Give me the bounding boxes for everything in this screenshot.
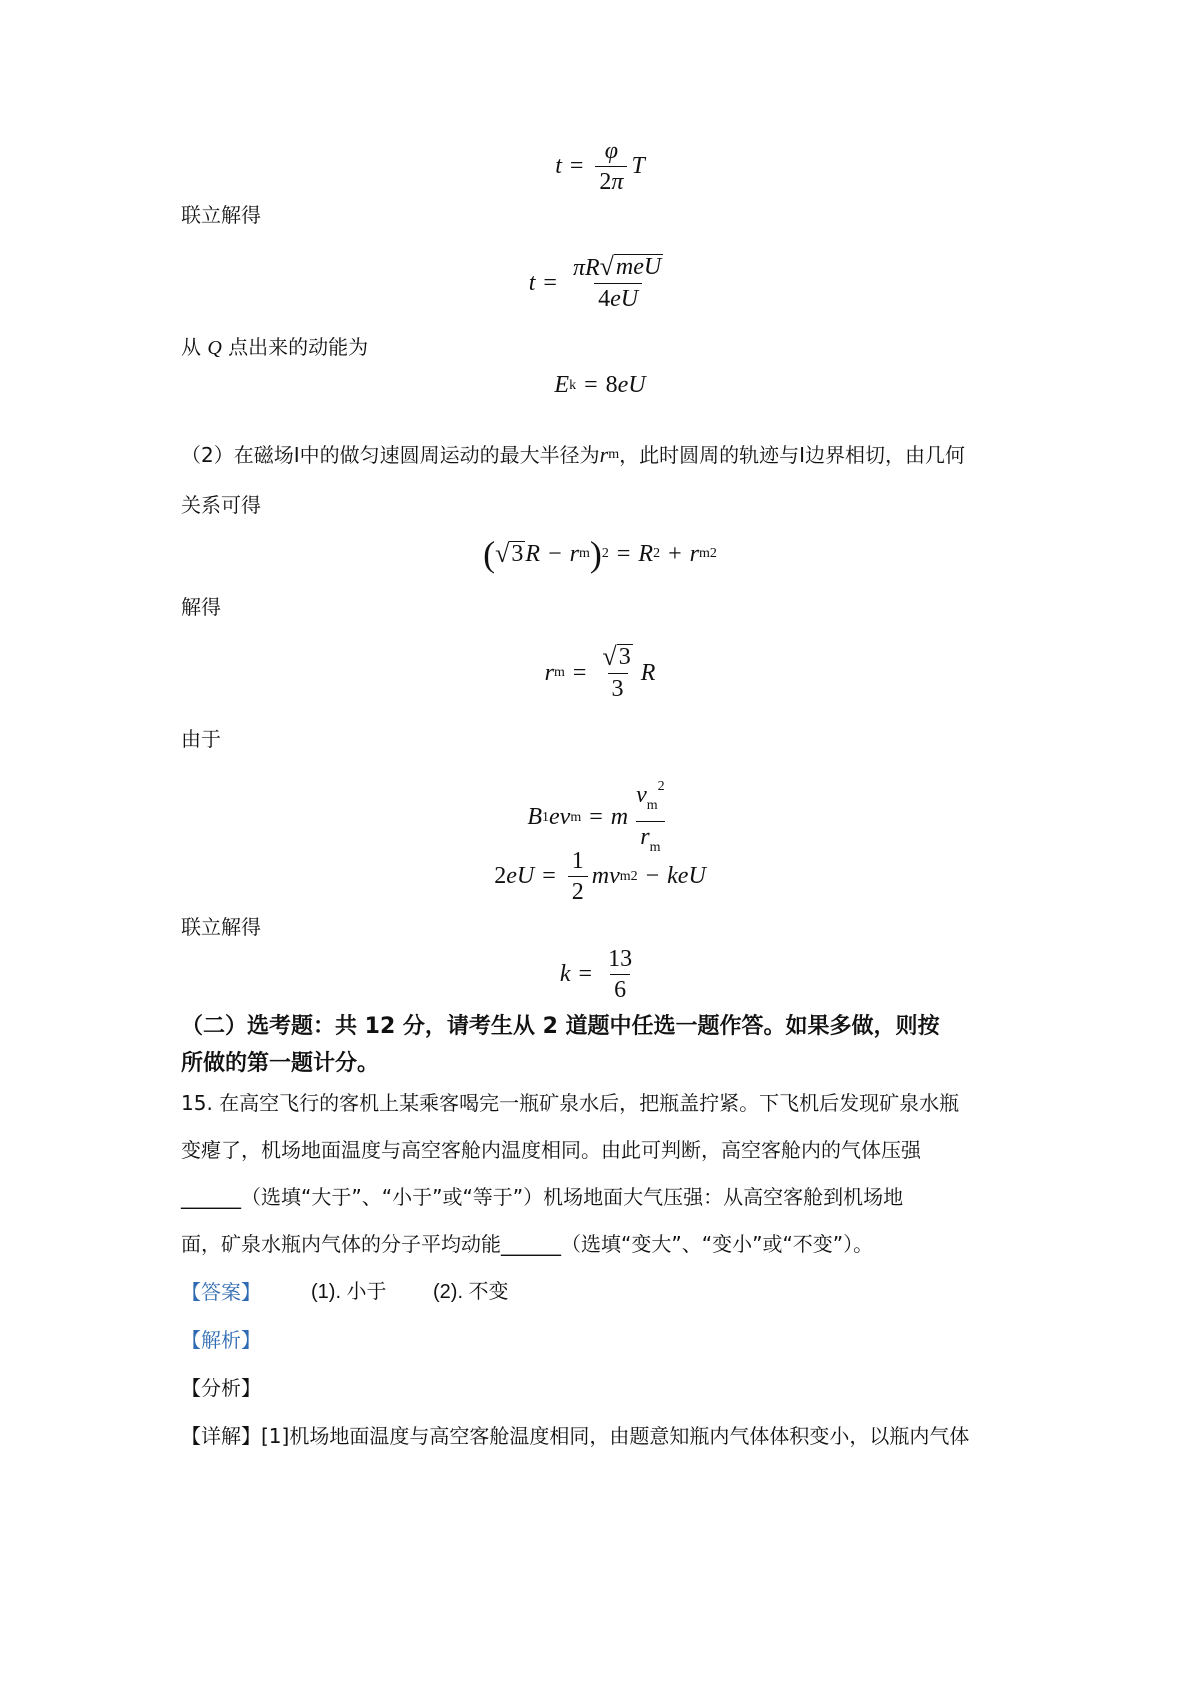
question-15-line3: ______（选填“大于”、“小于”或“等于”）机场地面大气压强：从高空客舱到机场地 — [181, 1185, 904, 1209]
text-q-kinetic-energy: 从 Q 点出来的动能为 — [181, 335, 369, 359]
equation-k-value: k = $\frac{13}{6}$ — [559, 946, 633, 1003]
answer-2: (2). 不变 — [433, 1281, 509, 1303]
equation-time-phase: t = $\frac{\varphi}{2\pi}$ T — [555, 138, 645, 195]
equation-energy: 2 eU = $\frac{1}{2}$ mv m 2 − keU — [494, 848, 706, 905]
section-title-line2: 所做的第一题计分。 — [181, 1051, 380, 1076]
text-part2-line1: （2）在磁场I中的做匀速圆周运动的最大半径为 r m ，此时圆周的轨迹与I边界相切，由几何 — [181, 442, 965, 467]
text-lianli-2: 联立解得 — [181, 915, 261, 939]
equation-time-result: t = πR √ meU 4eU — [528, 252, 662, 312]
detail-text: [1]机场地面温度与高空客舱温度相同，由题意知瓶内气体体积变小，以瓶内气体 — [261, 1424, 970, 1448]
text-part2-line2: 关系可得 — [181, 493, 261, 517]
detail-line — [181, 1416, 1031, 1456]
equation-radius: r m = √ 3 3 R — [544, 642, 656, 702]
equation-geometry: ( √ 3 R − r m ) 2 = R 2 + r m 2 — [483, 534, 717, 574]
question-15-line2: 变瘪了，机场地面温度与高空客舱内温度相同。由此可判断，高空客舱内的气体压强 — [181, 1138, 921, 1162]
answer-1: (1). 小于 — [311, 1281, 387, 1303]
equation-lorentz: B 1 ev m = m $\frac{v_m^2}{r_m}$ — [0, 774, 1200, 861]
question-15-line1: 15. 在高空飞行的客机上某乘客喝完一瓶矿泉水后，把瓶盖拧紧。下飞机后发现矿泉水瓶 — [181, 1091, 960, 1115]
section-title-line1: （二）选考题：共 12 分，请考生从 2 道题中任选一题作答。如果多做，则按 — [181, 1014, 940, 1039]
text-youyu: 由于 — [181, 727, 221, 751]
analysis-tag: 【解析】 — [181, 1328, 261, 1352]
detail-tag: 【详解】 — [181, 1424, 261, 1448]
text-lianli-1: 联立解得 — [181, 203, 261, 227]
answer-tag: 【答案】 — [181, 1280, 261, 1304]
text-jiede: 解得 — [181, 595, 221, 619]
question-15-line4: 面，矿泉水瓶内气体的分子平均动能______（选填“变大”、“变小”或“不变”）。 — [181, 1232, 874, 1256]
fenxi-tag: 【分析】 — [181, 1376, 261, 1400]
equation-kinetic-energy: E k = 8 eU — [554, 372, 646, 398]
